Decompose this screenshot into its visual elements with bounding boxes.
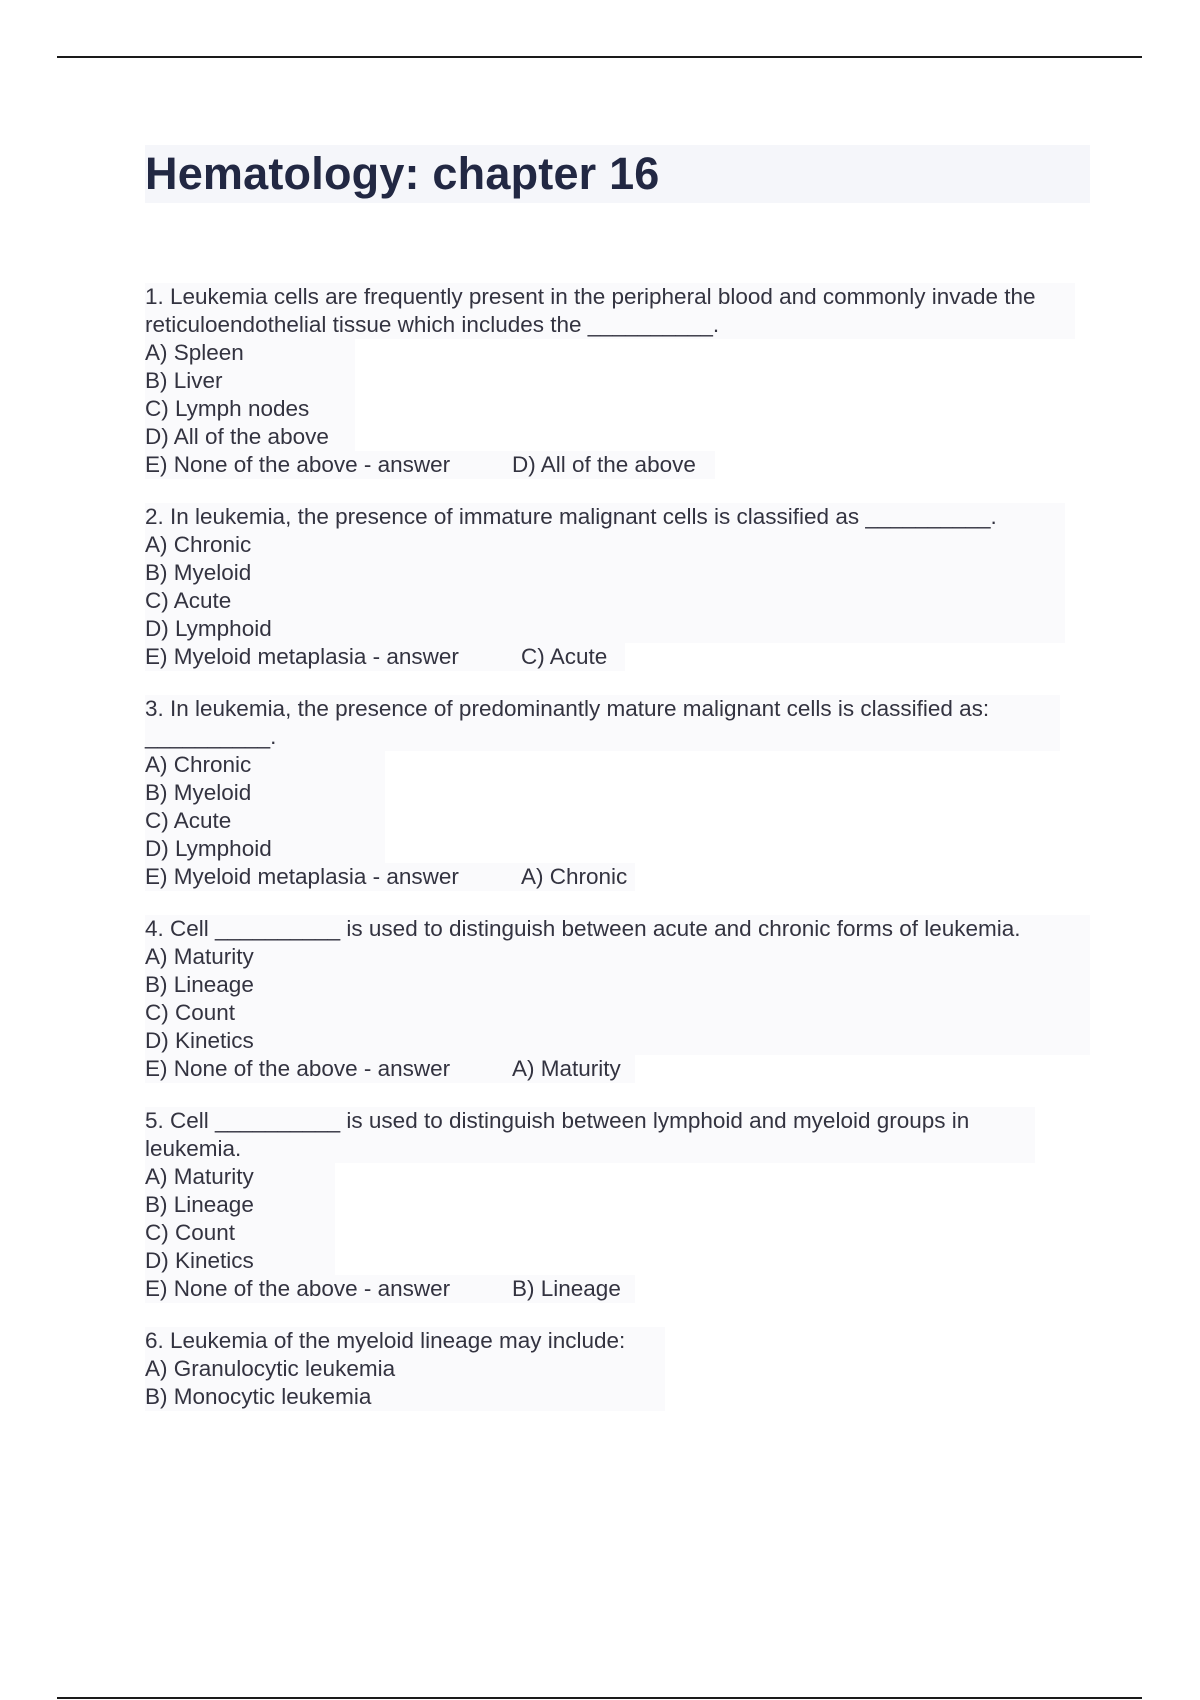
answer-row xyxy=(145,1055,635,1083)
question-5 xyxy=(145,1107,1090,1303)
question-2 xyxy=(145,503,1090,671)
option: E) Myeloid metaplasia - answer xyxy=(145,864,459,889)
option: E) None of the above - answer xyxy=(145,1276,451,1301)
answer-row xyxy=(145,643,625,671)
option: B) Lineage xyxy=(145,1191,335,1219)
option: B) Monocytic leukemia xyxy=(145,1383,665,1411)
question-stem: 5. Cell __________ is used to distinguish between lymphoid and myeloid groups in leukemia. xyxy=(145,1107,1035,1163)
question-stem: 6. Leukemia of the myeloid lineage may include: xyxy=(145,1327,665,1355)
question-stem: 2. In leukemia, the presence of immature malignant cells is classified as __________. xyxy=(145,503,1065,531)
question-1 xyxy=(145,283,1090,479)
option: D) Kinetics xyxy=(145,1027,1090,1055)
option: A) Spleen xyxy=(145,339,355,367)
option: A) Maturity xyxy=(145,1163,335,1191)
option: A) Chronic xyxy=(145,531,1065,559)
answer-text: D) All of the above xyxy=(512,452,696,477)
answer-text: C) Acute xyxy=(521,644,608,669)
answer-row xyxy=(145,1275,635,1303)
option: B) Myeloid xyxy=(145,779,385,807)
question-stem: 1. Leukemia cells are frequently present in the peripheral blood and commonly invade the reticuloendothelial tissue which includes the __________. xyxy=(145,283,1075,339)
option: C) Count xyxy=(145,1219,335,1247)
question-3 xyxy=(145,695,1090,891)
question-6 xyxy=(145,1327,1090,1411)
option: C) Acute xyxy=(145,587,1065,615)
answer-row xyxy=(145,863,635,891)
option: C) Lymph nodes xyxy=(145,395,355,423)
question-4 xyxy=(145,915,1090,1083)
option: C) Acute xyxy=(145,807,385,835)
option: D) Kinetics xyxy=(145,1247,335,1275)
option: E) Myeloid metaplasia - answer xyxy=(145,644,459,669)
option: A) Chronic xyxy=(145,751,385,779)
option: D) Lymphoid xyxy=(145,615,1065,643)
question-list xyxy=(145,283,1090,1435)
option: A) Granulocytic leukemia xyxy=(145,1355,665,1383)
question-stem: 4. Cell __________ is used to distinguish between acute and chronic forms of leukemia. xyxy=(145,915,1090,943)
option: B) Liver xyxy=(145,367,355,395)
option: A) Maturity xyxy=(145,943,1090,971)
option: C) Count xyxy=(145,999,1090,1027)
answer-text: B) Lineage xyxy=(512,1276,621,1301)
option: E) None of the above - answer xyxy=(145,1056,451,1081)
top-rule xyxy=(57,56,1142,58)
option: E) None of the above - answer xyxy=(145,452,451,477)
answer-text: A) Maturity xyxy=(512,1056,621,1081)
bottom-rule xyxy=(57,1697,1142,1699)
option: D) Lymphoid xyxy=(145,835,385,863)
answer-text: A) Chronic xyxy=(521,864,628,889)
option: B) Myeloid xyxy=(145,559,1065,587)
page-title: Hematology: chapter 16 xyxy=(145,148,660,199)
option: B) Lineage xyxy=(145,971,1090,999)
answer-row xyxy=(145,451,715,479)
option: D) All of the above xyxy=(145,423,355,451)
question-stem: 3. In leukemia, the presence of predominantly mature malignant cells is classified as: __________. xyxy=(145,695,1060,751)
